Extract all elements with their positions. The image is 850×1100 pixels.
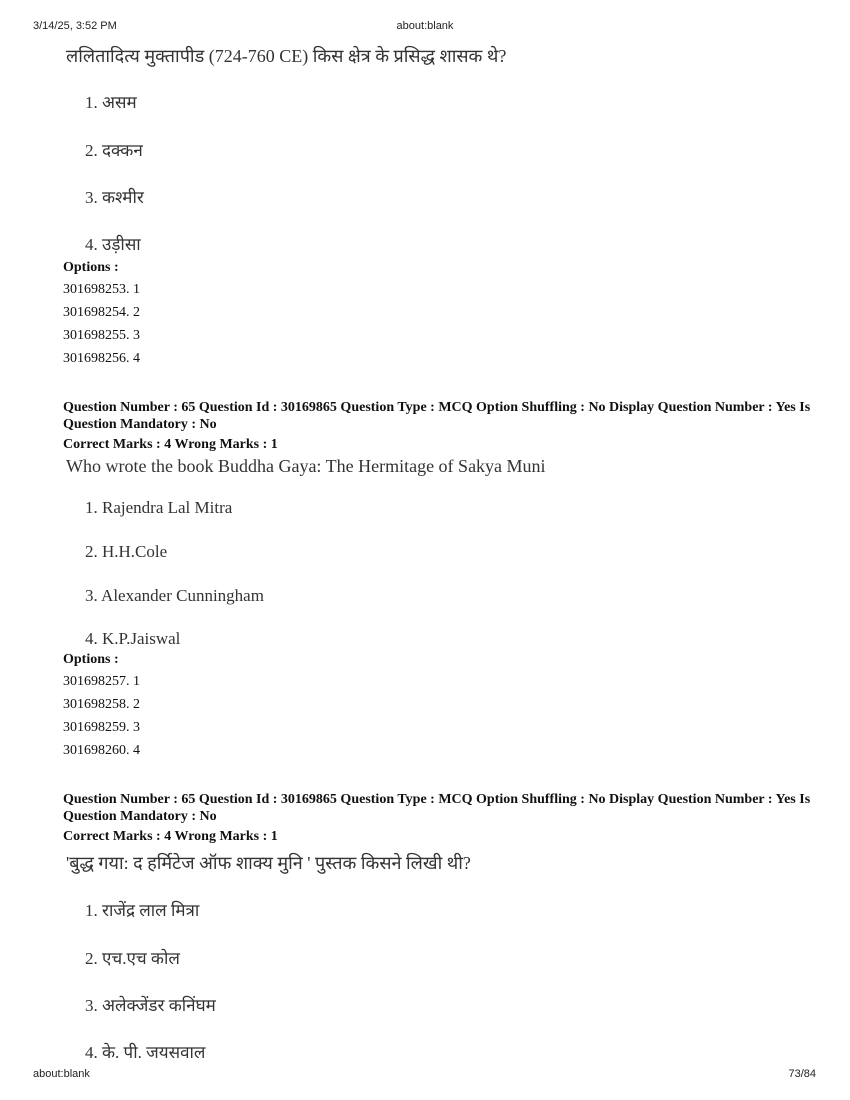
- options-label: Options :: [63, 652, 119, 667]
- option-id: 301698260. 4: [63, 743, 140, 758]
- marks-line: Correct Marks : 4 Wrong Marks : 1: [63, 437, 278, 452]
- choice-item: 3. कश्मीर: [85, 188, 144, 207]
- options-label: Options :: [63, 260, 119, 275]
- question-meta: Question Number : 65 Question Id : 30169865 Question Type : MCQ Option Shuffling : No Display Question Number : Yes Is Question Mandatory : No: [63, 792, 811, 824]
- question-text: 'बुद्ध गया: द हर्मिटेज ऑफ शाक्य मुनि ' पुस्तक किसने लिखी थी?: [66, 853, 471, 873]
- option-id: 301698254. 2: [63, 305, 140, 320]
- choice-item: 3. अलेक्जेंडर कनिंघम: [85, 996, 216, 1015]
- print-header: [0, 20, 850, 36]
- print-datetime: 3/14/25, 3:52 PM: [33, 20, 117, 32]
- option-id: 301698258. 2: [63, 697, 140, 712]
- option-id: 301698255. 3: [63, 328, 140, 343]
- print-title: about:blank: [396, 20, 454, 32]
- choice-item: 4. उड़ीसा: [85, 235, 141, 254]
- option-id: 301698259. 3: [63, 720, 140, 735]
- option-id: 301698257. 1: [63, 674, 140, 689]
- choice-item: 3. Alexander Cunningham: [85, 586, 264, 605]
- question-text: Who wrote the book Buddha Gaya: The Hermitage of Sakya Muni: [66, 456, 546, 476]
- choice-item: 1. Rajendra Lal Mitra: [85, 498, 233, 517]
- print-footer: [0, 1068, 850, 1084]
- footer-url: about:blank: [33, 1068, 90, 1080]
- marks-line: Correct Marks : 4 Wrong Marks : 1: [63, 829, 278, 844]
- option-id: 301698256. 4: [63, 351, 140, 366]
- option-id: 301698253. 1: [63, 282, 140, 297]
- choice-item: 2. एच.एच कोल: [85, 949, 180, 968]
- choice-item: 1. राजेंद्र लाल मित्रा: [85, 901, 200, 920]
- choice-item: 2. दक्कन: [85, 141, 143, 160]
- question-text: ललितादित्य मुक्तापीड (724-760 CE) किस क्षेत्र के प्रसिद्ध शासक थे?: [66, 46, 507, 66]
- choice-item: 4. के. पी. जयसवाल: [85, 1043, 206, 1062]
- page-number: 73/84: [788, 1068, 816, 1080]
- choice-item: 4. K.P.Jaiswal: [85, 629, 181, 648]
- choice-item: 2. H.H.Cole: [85, 542, 168, 561]
- choice-item: 1. असम: [85, 93, 137, 112]
- question-meta: Question Number : 65 Question Id : 30169865 Question Type : MCQ Option Shuffling : No Display Question Number : Yes Is Question Mandatory : No: [63, 400, 811, 432]
